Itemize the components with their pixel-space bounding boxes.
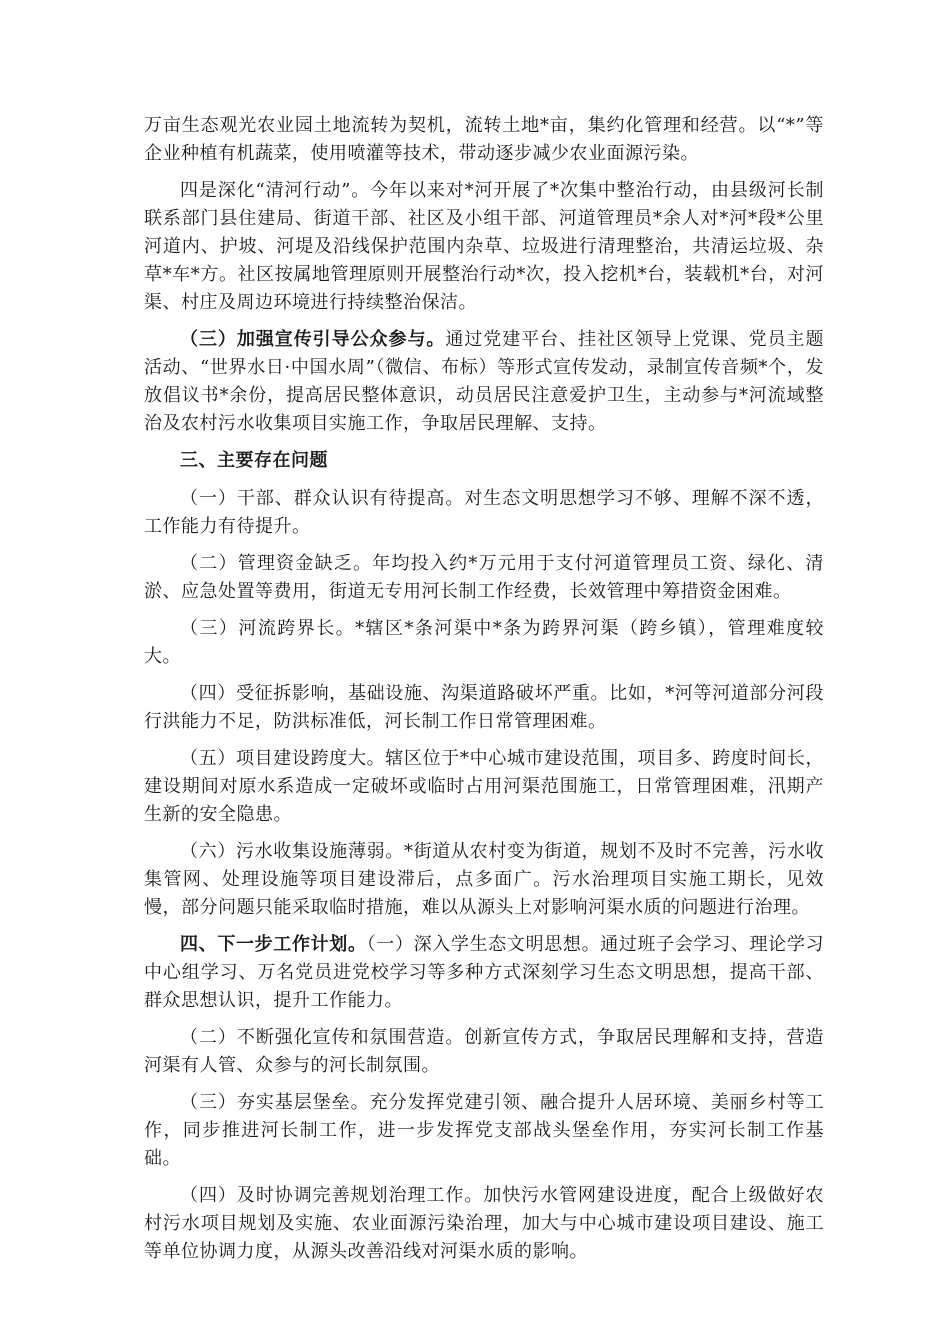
plan-item-3: （三）夯实基层堡垒。充分发挥党建引领、融合提升人居环境、美丽乡村等工作，同步推进河长制工作，进一步发挥党支部战头堡垒作用，夯实河长制工作基础。 — [144, 1092, 824, 1169]
plan-item-1: （一）深入学生态文明思想。通过班子会学习、理论学习中心组学习、万名党员进党校学习等多种方式深刻学习生态文明思想，提高干部、群众思想认识，提升工作能力。 — [144, 934, 825, 1011]
section-heading-next-plan: 四、下一步工作计划。 — [180, 934, 367, 955]
problem-item-1: （一）干部、群众认识有待提高。对生态文明思想学习不够、理解不深不透，工作能力有待提升。 — [144, 488, 824, 537]
section-heading-problems: 三、主要存在问题 — [180, 450, 328, 471]
document-page — [144, 112, 824, 1275]
paragraph-next-plan — [144, 931, 824, 1015]
paragraph-publicity — [144, 326, 824, 438]
paragraph-body: 通过党建平台、挂社区领导上党课、党员主题活动、“世界水日·中国水周”（微信、布标）等形式宣传发动，录制宣传音频*个，发放倡议书*余份，提高居民整体意识，动员居民注意爱护卫生，主动参与*河流域整治及农村污水收集项目实施工作，争取居民理解、支持。 — [144, 329, 825, 434]
problem-item-5: （五）项目建设跨度大。辖区位于*中心城市建设范围，项目多、跨度时间长，建设期间对原水系造成一定破坏或临时占用河渠范围施工，日常管理困难，汛期产生新的安全隐患。 — [144, 748, 824, 825]
paragraph-continuation: 万亩生态观光农业园土地流转为契机，流转土地*亩，集约化管理和经营。以“*”等企业种植有机蔬菜，使用喷灌等技术，带动逐步减少农业面源污染。 — [144, 115, 824, 164]
plan-item-2: （二）不断强化宣传和氛围营造。创新宣传方式，争取居民理解和支持，营造河渠有人管、众参与的河长制氛围。 — [144, 1027, 824, 1076]
problem-item-4: （四）受征拆影响，基础设施、沟渠道路破坏严重。比如，*河等河道部分河段行洪能力不足，防洪标准低，河长制工作日常管理困难。 — [144, 683, 824, 732]
paragraph-heading: （三）加强宣传引导公众参与。 — [180, 329, 446, 350]
plan-item-4: （四）及时协调完善规划治理工作。加快污水管网建设进度，配合上级做好农村污水项目规划及实施、农业面源污染治理，加大与中心城市建设项目建设、施工等单位协调力度，从源头改善沿线对河渠水质的影响。 — [144, 1185, 824, 1262]
problem-item-2: （二）管理资金缺乏。年均投入约*万元用于支付河道管理员工资、绿化、清淤、应急处置等费用，街道无专用河长制工作经费，长效管理中筹措资金困难。 — [144, 553, 824, 602]
problem-item-3: （三）河流跨界长。*辖区*条河渠中*条为跨界河渠（跨乡镇），管理难度较大。 — [144, 618, 824, 667]
paragraph-clean-river-action: 四是深化“清河行动”。今年以来对*河开展了*次集中整治行动，由县级河长制联系部门县住建局、街道干部、社区及小组干部、河道管理员*余人对*河*段*公里河道内、护坡、河堤及沿线保护范围内杂草、垃圾进行清理整治，共清运垃圾、杂草*车*方。社区按属地管理原则开展整治行动*次，投入挖机*台，装载机*台，对河渠、村庄及周边环境进行持续整治保洁。 — [144, 180, 824, 313]
problem-item-6: （六）污水收集设施薄弱。*街道从农村变为街道，规划不及时不完善，污水收集管网、处理设施等项目建设滞后，点多面广。污水治理项目实施工期长，见效慢，部分问题只能采取临时措施，难以从源头上对影响河渠水质的问题进行治理。 — [144, 841, 824, 918]
